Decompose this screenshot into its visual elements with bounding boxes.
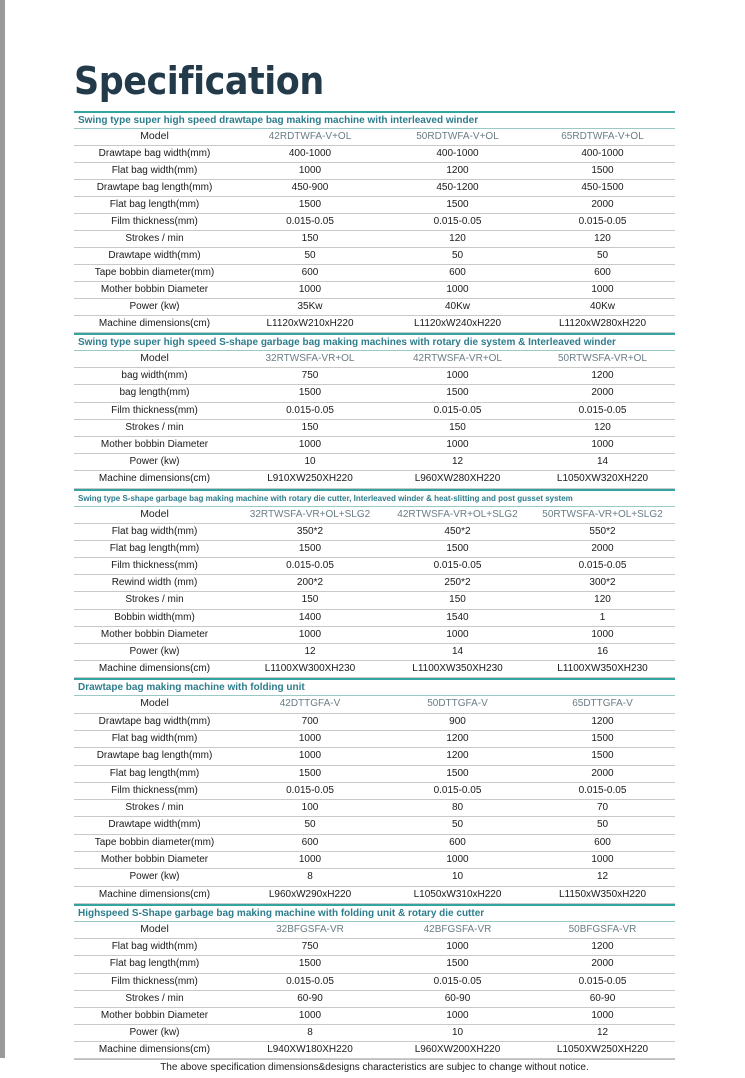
cell-value: L1050xW310xH220 — [413, 888, 502, 900]
table-row — [74, 420, 675, 437]
table-row — [74, 524, 675, 541]
cell-value: 0.015-0.05 — [578, 975, 627, 987]
row-label: Bobbin width(mm) — [114, 611, 195, 623]
cell-value: 1400 — [298, 611, 322, 623]
cell-value: 80 — [451, 802, 464, 814]
spec-section — [74, 333, 675, 489]
table-row — [74, 214, 675, 231]
spec-section — [74, 111, 675, 333]
table-row — [74, 558, 675, 575]
spec-section — [74, 489, 675, 679]
cell-value: 1500 — [446, 767, 469, 779]
cell-value: 1 — [599, 611, 606, 623]
cell-value: 50RDTWFA-V+OL — [416, 131, 499, 142]
cell-value: 450*2 — [444, 525, 471, 537]
cell-value: L1150xW350xH220 — [558, 888, 647, 900]
cell-value: L910XW250XH220 — [267, 473, 353, 485]
table-row — [74, 783, 675, 800]
cell-value: 10 — [451, 1027, 464, 1039]
cell-value: 50 — [596, 250, 609, 261]
row-label: Flat bag width(mm) — [111, 525, 198, 537]
table-row — [74, 887, 675, 904]
cell-value: 700 — [301, 715, 319, 727]
model-row — [74, 129, 675, 146]
cell-value: L940XW180XH220 — [267, 1044, 353, 1056]
table-row — [74, 1025, 675, 1042]
cell-value: 150 — [449, 421, 466, 433]
model-row — [74, 696, 675, 713]
cell-value: 120 — [449, 233, 466, 244]
cell-value: 1500 — [446, 958, 469, 970]
cell-value: 1000 — [591, 628, 614, 640]
cell-value: 0.015-0.05 — [578, 404, 627, 416]
cell-value: 100 — [301, 802, 319, 814]
table-row — [74, 368, 675, 385]
cell-value: 50RTWSFA-VR+OL — [557, 353, 647, 364]
table-row — [74, 800, 675, 817]
cell-value: 0.015-0.05 — [433, 560, 482, 572]
table-row — [74, 852, 675, 869]
cell-value: L1050XW250XH220 — [556, 1044, 649, 1056]
cell-value: 400-1000 — [288, 148, 332, 159]
table-row — [74, 541, 675, 558]
cell-value: 1000 — [298, 854, 322, 866]
cell-value: 1000 — [446, 370, 469, 382]
cell-value: 32RTWSFA-VR+OL+SLG2 — [249, 508, 371, 520]
cell-value: 0.015-0.05 — [578, 216, 627, 227]
cell-value: 1000 — [591, 1009, 614, 1021]
table-row — [74, 991, 675, 1008]
row-label: Mother bobbin Diameter — [100, 1009, 209, 1021]
row-label: Machine dimensions(cm) — [98, 888, 211, 900]
cell-value: 150 — [301, 421, 319, 433]
cell-value: 2000 — [591, 542, 614, 554]
row-label: Film thickness(mm) — [111, 216, 198, 227]
table-row — [74, 282, 675, 299]
cell-value: 1500 — [298, 542, 322, 554]
cell-value: 600 — [301, 836, 319, 848]
table-row — [74, 385, 675, 402]
cell-value: 60-90 — [297, 992, 323, 1004]
row-label: Power (kw) — [129, 301, 180, 312]
cell-value: 0.015-0.05 — [433, 975, 482, 987]
cell-value: 750 — [301, 370, 319, 382]
row-label: Mother bobbin Diameter — [100, 438, 209, 450]
table-row — [74, 869, 675, 886]
row-label: Mother bobbin Diameter — [100, 854, 209, 866]
cell-value: L960XW200XH220 — [414, 1044, 501, 1056]
cell-value: 150 — [301, 594, 319, 606]
row-label: Flat bag length(mm) — [109, 542, 200, 554]
row-label: Flat bag width(mm) — [111, 941, 198, 953]
row-label: Power (kw) — [129, 456, 180, 468]
cell-value: 750 — [301, 941, 319, 953]
cell-value: 0.015-0.05 — [578, 784, 627, 796]
cell-value: 900 — [449, 715, 466, 727]
table-row — [74, 471, 675, 488]
footer-note: The above specification dimensions&designs characteristics are subjec to change without notice. — [74, 1059, 675, 1078]
model-row — [74, 507, 675, 524]
cell-value: 50 — [451, 250, 464, 261]
table-row — [74, 956, 675, 973]
cell-value: 65RDTWFA-V+OL — [561, 131, 644, 142]
cell-value: 14 — [451, 646, 464, 657]
row-label: bag length(mm) — [119, 387, 190, 399]
cell-value: 32RTWSFA-VR+OL — [265, 353, 355, 364]
cell-value: 60-90 — [444, 992, 471, 1004]
cell-value: 450-1200 — [436, 182, 479, 193]
cell-value: 1500 — [446, 199, 469, 210]
cell-value: 12 — [596, 871, 609, 883]
cell-value: 1000 — [446, 284, 469, 295]
cell-value: 0.015-0.05 — [433, 216, 482, 227]
section-title: Highspeed S-Shape garbage bag making machine with folding unit & rotary die cutter — [74, 906, 675, 922]
table-row — [74, 180, 675, 197]
cell-value: 300*2 — [589, 577, 616, 589]
cell-value: 2000 — [591, 767, 614, 779]
cell-value: 12 — [451, 456, 464, 468]
cell-value: 1000 — [298, 628, 322, 640]
table-row — [74, 454, 675, 471]
spec-section — [74, 904, 675, 1060]
row-label: Power (kw) — [129, 1027, 180, 1039]
cell-value: 1000 — [446, 854, 469, 866]
page-spine — [0, 0, 5, 1058]
cell-value: 1500 — [591, 732, 614, 744]
cell-value: 1500 — [298, 199, 322, 210]
row-label: Tape bobbin diameter(mm) — [94, 267, 215, 278]
row-label: Film thickness(mm) — [111, 560, 198, 572]
row-label: bag width(mm) — [121, 370, 188, 382]
section-title: Drawtape bag making machine with folding unit — [74, 680, 675, 696]
row-label: Model — [140, 697, 169, 710]
row-label: Drawtape bag length(mm) — [96, 750, 213, 762]
spec-tables — [74, 111, 675, 1078]
section-title: Swing type super high speed drawtape bag making machine with interleaved winder — [74, 113, 675, 129]
cell-value: 2000 — [591, 958, 614, 970]
cell-value: 42BFGSFA-VR — [423, 923, 492, 935]
cell-value: 40Kw — [589, 301, 615, 312]
cell-value: L1120xW280xH220 — [558, 318, 647, 329]
cell-value: L1050XW320XH220 — [556, 473, 649, 485]
cell-value: 450-1500 — [581, 182, 624, 193]
table-row — [74, 592, 675, 609]
cell-value: 50 — [451, 819, 464, 831]
table-row — [74, 163, 675, 180]
row-label: Model — [140, 352, 169, 364]
page-title: Specification — [74, 59, 324, 103]
spec-section — [74, 678, 675, 904]
cell-value: 2000 — [591, 387, 614, 399]
cell-value: 150 — [301, 233, 319, 244]
cell-value: 14 — [596, 456, 609, 468]
cell-value: 50 — [304, 250, 316, 261]
cell-value: 1500 — [446, 387, 469, 399]
table-row — [74, 627, 675, 644]
table-row — [74, 575, 675, 592]
row-label: Flat bag width(mm) — [111, 165, 198, 176]
cell-value: 50BFGSFA-VR — [568, 923, 637, 935]
cell-value: 60-90 — [589, 992, 616, 1004]
cell-value: 1000 — [591, 438, 614, 450]
cell-value: 0.015-0.05 — [578, 560, 627, 572]
table-row — [74, 248, 675, 265]
cell-value: 600 — [594, 836, 611, 848]
row-label: Machine dimensions(cm) — [98, 318, 211, 329]
cell-value: 1200 — [591, 941, 614, 953]
table-row — [74, 817, 675, 834]
cell-value: 120 — [594, 233, 611, 244]
table-row — [74, 299, 675, 316]
row-label: Strokes / min — [125, 421, 184, 433]
cell-value: 550*2 — [589, 525, 616, 537]
cell-value: 1000 — [446, 628, 469, 640]
table-row — [74, 731, 675, 748]
table-row — [74, 437, 675, 454]
row-label: Drawtape bag width(mm) — [98, 148, 211, 159]
cell-value: 1000 — [591, 284, 614, 295]
cell-value: 50DTTGFA-V — [427, 698, 488, 710]
cell-value: L1100XW300XH230 — [264, 663, 356, 675]
cell-value: 10 — [304, 456, 316, 468]
cell-value: 1500 — [298, 387, 322, 399]
cell-value: 1000 — [446, 1009, 469, 1021]
cell-value: 600 — [449, 267, 466, 278]
cell-value: L1100XW350XH230 — [557, 663, 648, 675]
table-row — [74, 197, 675, 214]
cell-value: 1500 — [298, 958, 322, 970]
table-row — [74, 644, 675, 661]
cell-value: L1120xW240xH220 — [413, 318, 502, 329]
model-row — [74, 351, 675, 368]
cell-value: 1000 — [298, 438, 322, 450]
table-row — [74, 146, 675, 163]
row-label: Model — [140, 507, 169, 520]
cell-value: 120 — [594, 421, 611, 433]
row-label: Drawtape width(mm) — [108, 250, 201, 261]
row-label: Flat bag width(mm) — [111, 732, 198, 744]
cell-value: 42RTWSFA-VR+OL+SLG2 — [397, 508, 518, 520]
cell-value: 65DTTGFA-V — [572, 698, 633, 710]
cell-value: 0.015-0.05 — [286, 784, 334, 796]
row-label: Drawtape bag length(mm) — [96, 182, 213, 193]
cell-value: 1000 — [298, 284, 322, 295]
cell-value: 1000 — [298, 165, 322, 176]
cell-value: 0.015-0.05 — [286, 216, 334, 227]
table-row — [74, 766, 675, 783]
cell-value: 0.015-0.05 — [433, 404, 482, 416]
cell-value: L960xW290xH220 — [268, 888, 352, 900]
cell-value: 150 — [449, 594, 466, 606]
cell-value: 600 — [594, 267, 611, 278]
table-row — [74, 835, 675, 852]
row-label: Flat bag length(mm) — [109, 767, 200, 779]
cell-value: 1200 — [446, 732, 469, 744]
cell-value: 50 — [304, 819, 316, 831]
row-label: Model — [140, 130, 169, 142]
row-label: Machine dimensions(cm) — [98, 1044, 211, 1056]
table-row — [74, 1042, 675, 1059]
section-title: Swing type S-shape garbage bag making machine with rotary die cutter, Interleaved winder & heat-slitting and post gusset system — [74, 491, 675, 507]
cell-value: 42DTTGFA-V — [279, 698, 341, 710]
cell-value: 1500 — [298, 767, 322, 779]
row-label: Machine dimensions(cm) — [98, 663, 211, 675]
row-label: Flat bag length(mm) — [109, 199, 200, 210]
row-label: Film thickness(mm) — [111, 975, 198, 987]
row-label: Machine dimensions(cm) — [98, 473, 211, 485]
cell-value: L960XW280XH220 — [414, 473, 501, 485]
cell-value: 10 — [451, 871, 464, 883]
row-label: Strokes / min — [125, 802, 184, 814]
cell-value: 1000 — [298, 750, 322, 762]
model-row — [74, 922, 675, 939]
cell-value: 50 — [596, 819, 609, 831]
cell-value: 35Kw — [297, 301, 323, 312]
cell-value: 400-1000 — [436, 148, 479, 159]
cell-value: 600 — [301, 267, 319, 278]
cell-value: 0.015-0.05 — [433, 784, 482, 796]
row-label: Drawtape bag width(mm) — [98, 715, 211, 727]
cell-value: 0.015-0.05 — [286, 560, 334, 572]
cell-value: 1500 — [591, 165, 614, 176]
cell-value: 400-1000 — [581, 148, 624, 159]
table-row — [74, 403, 675, 420]
table-row — [74, 748, 675, 765]
cell-value: 250*2 — [444, 577, 471, 589]
row-label: Mother bobbin Diameter — [100, 628, 209, 640]
row-label: Tape bobbin diameter(mm) — [94, 836, 215, 848]
table-row — [74, 610, 675, 627]
cell-value: 32BFGSFA-VR — [276, 923, 344, 935]
table-row — [74, 1008, 675, 1025]
row-label: Mother bobbin Diameter — [100, 284, 209, 295]
row-label: Rewind width (mm) — [111, 577, 198, 589]
cell-value: 16 — [596, 646, 609, 657]
row-label: Film thickness(mm) — [111, 784, 198, 796]
cell-value: 1500 — [446, 542, 469, 554]
cell-value: 1200 — [591, 715, 614, 727]
row-label: Model — [140, 922, 169, 935]
cell-value: 1000 — [446, 438, 469, 450]
section-title: Swing type super high speed S-shape garbage bag making machines with rotary die system & Interleaved winder — [74, 335, 675, 351]
cell-value: 350*2 — [296, 525, 324, 537]
cell-value: 1200 — [591, 370, 614, 382]
cell-value: 2000 — [591, 199, 614, 210]
cell-value: 1500 — [591, 750, 614, 762]
cell-value: L1100XW350XH230 — [412, 663, 503, 675]
cell-value: 0.015-0.05 — [286, 404, 334, 416]
table-row — [74, 974, 675, 991]
cell-value: 12 — [304, 646, 316, 657]
cell-value: 450-900 — [291, 182, 329, 193]
cell-value: L1120xW210xH220 — [266, 318, 354, 329]
cell-value: 42RTWSFA-VR+OL — [412, 353, 502, 364]
table-row — [74, 231, 675, 248]
cell-value: 1540 — [446, 611, 469, 623]
table-row — [74, 661, 675, 678]
cell-value: 8 — [307, 1027, 313, 1039]
row-label: Strokes / min — [125, 594, 184, 606]
cell-value: 1000 — [591, 854, 614, 866]
cell-value: 70 — [596, 802, 609, 814]
row-label: Flat bag length(mm) — [109, 958, 200, 970]
cell-value: 40Kw — [444, 301, 470, 312]
table-row — [74, 265, 675, 282]
cell-value: 200*2 — [296, 577, 324, 589]
cell-value: 1000 — [298, 1009, 322, 1021]
row-label: Strokes / min — [125, 233, 184, 244]
cell-value: 120 — [594, 594, 611, 606]
cell-value: 1200 — [446, 165, 469, 176]
row-label: Film thickness(mm) — [111, 404, 198, 416]
row-label: Power (kw) — [129, 871, 180, 883]
cell-value: 42RDTWFA-V+OL — [268, 131, 352, 142]
row-label: Power (kw) — [129, 646, 180, 657]
cell-value: 0.015-0.05 — [286, 975, 334, 987]
cell-value: 1000 — [298, 732, 322, 744]
table-row — [74, 939, 675, 956]
row-label: Drawtape width(mm) — [108, 819, 201, 831]
table-row — [74, 316, 675, 333]
cell-value: 1000 — [446, 941, 469, 953]
table-row — [74, 714, 675, 731]
cell-value: 1200 — [446, 750, 469, 762]
cell-value: 600 — [449, 836, 466, 848]
cell-value: 8 — [307, 871, 313, 883]
row-label: Strokes / min — [125, 992, 184, 1004]
cell-value: 12 — [596, 1027, 609, 1039]
cell-value: 50RTWSFA-VR+OL+SLG2 — [542, 508, 663, 520]
